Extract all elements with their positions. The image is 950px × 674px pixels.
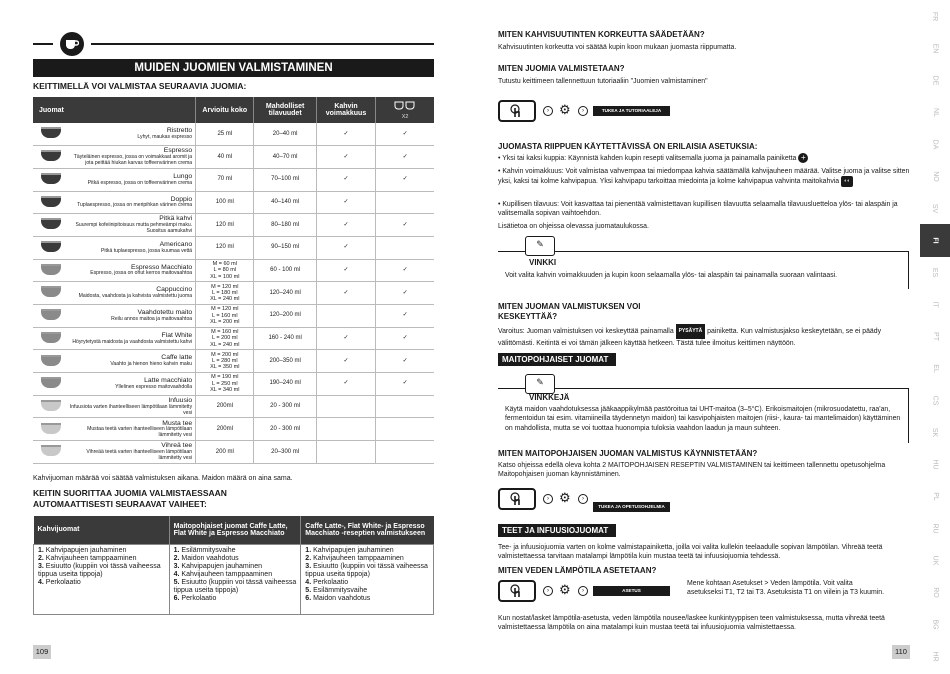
settings-button[interactable]: ASETUS	[593, 586, 670, 596]
drink-name: Pitkä kahvi	[159, 215, 193, 223]
a-prepare-drinks: Tutustu keittimeen tallennettuun tutoriaaliin "Juomien valmistaminen"	[498, 78, 708, 85]
drink-row	[33, 395, 434, 418]
drink-name-cell	[69, 418, 196, 441]
drink-x2: ✓	[376, 214, 434, 237]
drink-size: 120 ml	[196, 214, 254, 237]
drink-volumes: 160 - 240 ml	[254, 327, 316, 350]
proc-col-coffee: Kahvijuomat	[34, 516, 170, 544]
col-x2: X2	[376, 97, 434, 123]
drink-size: M = 190 ml L = 250 ml XL = 340 ml	[196, 373, 254, 396]
drink-desc: Pitkä espresso, jossa on toffeenvärinen crema	[87, 179, 193, 186]
tip2-title: VINKKEJÄ	[529, 393, 570, 402]
drink-name-cell	[69, 350, 196, 373]
drink-x2: ✓	[376, 373, 434, 396]
drink-desc: Infuusiota varten ihanteelliseen lämpötilaan lämmitetty vesi	[69, 403, 193, 416]
proc-step: 6. Maidon vaahdotus	[305, 595, 371, 603]
drink-cup-icon	[33, 168, 69, 191]
more-info: Lisätietoa on ohjeissa olevassa juomataulukossa.	[498, 223, 649, 230]
tab-ru[interactable]: RU	[931, 523, 939, 534]
drink-strength: ✓	[316, 146, 375, 169]
drink-row	[33, 327, 434, 350]
drink-desc: Tuplaespresso, jossa on meripihkan värinen crema	[77, 202, 193, 209]
language-tabs	[920, 0, 950, 674]
drink-x2	[376, 395, 434, 418]
drink-x2	[376, 191, 434, 214]
proc-step: 2. Kahvijauheen tamppaaminen	[305, 554, 404, 562]
drink-size: M = 60 ml L = 80 ml XL = 100 ml	[196, 259, 254, 282]
q-water-temp: MITEN VEDEN LÄMPÖTILA ASETETAAN?	[498, 566, 657, 575]
proc-step: 3. Kahvipapujen jauhaminen	[173, 562, 262, 570]
drink-name: Espresso Macchiato	[130, 263, 193, 271]
bullet-cups: • Yksi tai kaksi kuppia: Käynnistä kahden kupin resepti valitsemalla juoma ja painamalla painiketta +	[498, 153, 910, 163]
drink-row	[33, 214, 434, 237]
drink-x2: ✓	[376, 123, 434, 146]
drink-volumes: 40–140 ml	[254, 191, 316, 214]
drink-name-cell	[69, 123, 196, 146]
tab-fi[interactable]: FI	[920, 224, 950, 257]
drink-size: M = 120 ml L = 160 ml XL = 200 ml	[196, 305, 254, 328]
drink-name-cell	[69, 191, 196, 214]
drink-name: Cappuccino	[156, 286, 193, 294]
drink-x2: ✓	[376, 282, 434, 305]
proc-step: 3. Esiuutto (kuppiin voi tässä vaiheessa tippua useita tippoja)	[305, 562, 428, 578]
drink-desc: Vihreää teetä varten ihanteelliseen lämpötilaan lämmitetty vesi	[86, 449, 193, 461]
proc-col-milk: Maitopohjaiset juomat Caffe Latte, Flat White ja Espresso Macchiato	[169, 516, 301, 544]
drink-desc: Reilu annos maitoa ja maitovaahtoa	[111, 315, 193, 322]
drink-desc: Höyrytetystä maidosta ja vaahdosta valmistettu kahvi	[72, 338, 193, 345]
q-stop: MITEN JUOMAN VALMISTUKSEN VOI KESKEYTTÄÄ?	[498, 302, 641, 321]
drink-row	[33, 168, 434, 191]
drink-name: Lungo	[173, 172, 193, 180]
proc-step: 2. Kahvijauheen tamppaaminen	[38, 554, 137, 562]
drink-name-cell	[69, 168, 196, 191]
proc-step: 5. Esilämmitysvaihe	[305, 586, 368, 594]
proc-col-recipe: Caffe Latte-, Flat White- ja Espresso Macchiato -reseptien valmistukseen	[301, 516, 434, 544]
drink-desc: Vaahto ja hienon hieno kahvin maku	[110, 361, 193, 368]
arrow-right-icon-3: ›	[543, 494, 553, 504]
tea-text: Tee- ja infuusiojuomia varten on kolme valmistapainiketta, joilla voi valita kullekin teelaadulle sopivan lämpötilan. Vihreää teetä valmistettaessa tarvitaan matalampi lämpötila kuin mustaa teetä tai infuusiojuomia tehdessä.	[498, 544, 883, 561]
tab-bg[interactable]: BG	[931, 619, 939, 630]
drink-strength: ✓	[316, 168, 375, 191]
col-drinks: Juomat	[33, 97, 196, 123]
right-page	[475, 0, 950, 674]
drink-strength: ✓	[316, 214, 375, 237]
arrow-right-icon-2: ›	[578, 106, 588, 116]
arrow-right-icon-6: ›	[578, 586, 588, 596]
drink-x2: ✓	[376, 259, 434, 282]
drink-name: Caffe latte	[161, 354, 193, 362]
tab-uk[interactable]: UK	[931, 555, 939, 566]
drink-cup-icon	[33, 146, 69, 169]
page-number-right: 110	[892, 645, 910, 659]
tab-de[interactable]: DE	[931, 75, 939, 86]
drink-volumes: 20 - 300 ml	[254, 418, 316, 441]
drink-name: Ristretto	[166, 127, 193, 135]
drink-name: Musta tee	[162, 419, 193, 427]
drink-name-cell	[69, 214, 196, 237]
drink-name: Vihreä tee	[161, 442, 193, 450]
drink-x2: ✓	[376, 327, 434, 350]
drink-cup-icon	[33, 259, 69, 282]
drink-volumes: 120–200 ml	[254, 305, 316, 328]
drink-volumes: 40–70 ml	[254, 146, 316, 169]
tip1-title: VINKKI	[529, 258, 557, 267]
speech-bubble-icon-2: ✎	[525, 374, 555, 394]
drink-cup-icon	[33, 191, 69, 214]
proc-steps-milk	[169, 544, 301, 614]
drink-name: Flat White	[161, 331, 193, 339]
tab-hu[interactable]: HU	[931, 459, 939, 470]
tab-pt[interactable]: PT	[931, 332, 939, 341]
a-water-temp: Mene kohtaan Asetukset > Veden lämpötila. Voit valita asetukseksi T1, T2 tai T3. Asetuksista T1 on viilein ja T3 kuumin.	[687, 580, 884, 597]
drink-cup-icon	[33, 373, 69, 396]
header-rule-right	[91, 43, 434, 45]
drink-size: M = 120 ml L = 180 ml XL = 240 ml	[196, 282, 254, 305]
drink-size: 70 ml	[196, 168, 254, 191]
drink-row	[33, 418, 434, 441]
tab-no[interactable]: NO	[931, 171, 939, 182]
final-text: Kun nostat/lasket lämpötila-asetusta, veden lämpötila nousee/laskee kunkintyyppisen teen valmistuksessa, mutta vihreää teetä valmistettaessa lämpötila on aina matalampi kuin mustaa teetä tai infuusiojuomia valmistettaessa.	[498, 615, 885, 632]
process-title: KEITIN SUORITTAA JUOMIA VALMISTAESSAAN AUTOMAATTISESTI SEURAAVAT VAIHEET:	[33, 488, 227, 509]
drink-volumes: 120–240 ml	[254, 282, 316, 305]
drink-cup-icon	[33, 418, 69, 441]
drink-name: Latte macchiato	[144, 377, 193, 385]
gear-icon-2: ⚙	[559, 490, 571, 505]
drink-volumes: 90–150 ml	[254, 236, 316, 259]
header-rule-left	[33, 43, 53, 45]
gear-icon-3: ⚙	[559, 582, 571, 597]
drink-strength	[316, 305, 375, 328]
drink-desc: Mustaa teetä varten ihanteelliseen lämpötilaan lämmitetty vesi	[87, 426, 193, 439]
drink-strength: ✓	[316, 282, 375, 305]
page-number-left: 109	[33, 645, 51, 659]
drink-size: 200 ml	[196, 441, 254, 464]
drink-x2	[376, 441, 434, 464]
arrow-right-icon: ›	[543, 106, 553, 116]
process-table	[33, 516, 434, 615]
bullet-strength: • Kahvin voimakkuus: Voit valmistaa vahvempaa tai miedompaa kahvia säätämällä kahvijauheen määrää. Valitse juoma ja valitse sitten yksi, kaksi tai kolme kahvipapua. Yksi kahvipapu tarkoittaa miedointa ja kolme kahvipapua vahvinta maitokahvia ◐◐	[498, 168, 910, 186]
drink-strength: ✓	[316, 259, 375, 282]
stop-button[interactable]: PYSÄYTÄ	[676, 324, 706, 339]
tip1-text: Voit valita kahvin voimakkuuden ja kupin koon selaamalla ylös- tai alaspäin tai painamalla suoraan valintaasi.	[505, 272, 838, 279]
drink-cup-icon	[33, 305, 69, 328]
page-title: MUIDEN JUOMIEN VALMISTAMINEN	[33, 59, 434, 77]
drink-name-cell	[69, 305, 196, 328]
drink-row	[33, 236, 434, 259]
tab-hr[interactable]: HR	[931, 651, 939, 662]
drink-volumes: 70–100 ml	[254, 168, 316, 191]
drink-cup-icon	[33, 236, 69, 259]
drink-name-cell	[69, 146, 196, 169]
arrow-right-icon-4: ›	[578, 494, 588, 504]
drink-volumes: 20 - 300 ml	[254, 395, 316, 418]
drink-cup-icon	[33, 395, 69, 418]
drink-strength: ✓	[316, 350, 375, 373]
drink-desc: Suurempi kofeiinipitoisuus mutta pehmeämpi maku. Suositus aamukahvi	[75, 222, 193, 234]
drink-strength: ✓	[316, 373, 375, 396]
drink-name: Infuusio	[168, 396, 193, 404]
drink-name: Doppio	[170, 195, 193, 203]
q-start-milk: MITEN MAITOPOHJAISEN JUOMAN VALMISTUS KÄYNNISTETÄÄN?	[498, 449, 758, 458]
drink-row	[33, 123, 434, 146]
q-prepare-drinks: MITEN JUOMIA VALMISTETAAN?	[498, 64, 625, 73]
q-nozzle-height: MITEN KAHVISUUTINTEN KORKEUTTA SÄÄDETÄÄN?	[498, 30, 705, 39]
drink-volumes: 20–300 ml	[254, 441, 316, 464]
drink-volumes: 200–350 ml	[254, 350, 316, 373]
proc-steps-coffee	[34, 544, 170, 614]
col-volumes: Mahdolliset tilavuudet	[254, 97, 316, 123]
support-lessons-button[interactable]: TUKEA JA OPETUSOHJELMIA	[593, 502, 670, 512]
drink-row	[33, 350, 434, 373]
drink-size: M = 200 ml L = 280 ml XL = 350 ml	[196, 350, 254, 373]
drink-size: 25 ml	[196, 123, 254, 146]
drink-volumes: 80–180 ml	[254, 214, 316, 237]
tab-en[interactable]: EN	[931, 43, 939, 54]
drinks-table	[33, 97, 434, 464]
drink-desc: Lyhyt, maukas espresso	[137, 134, 193, 141]
drink-cup-icon	[33, 282, 69, 305]
col-strength: Kahvin voimakkuus	[316, 97, 375, 123]
drink-desc: Espresso, jossa on ohut kerros maitovaahtoa	[90, 270, 193, 277]
proc-step: 1. Kahvipapujen jauhaminen	[305, 546, 394, 554]
tab-cs[interactable]: CS	[931, 395, 939, 406]
drink-x2: ✓	[376, 168, 434, 191]
proc-step: 2. Maidon vaahdotus	[173, 554, 239, 562]
drink-row	[33, 146, 434, 169]
touch-screen-icon	[498, 100, 536, 122]
drink-strength	[316, 395, 375, 418]
drink-row	[33, 373, 434, 396]
tab-ro[interactable]: RO	[931, 587, 939, 598]
touch-screen-icon-3	[498, 580, 536, 602]
drink-strength: ✓	[316, 236, 375, 259]
tab-nl[interactable]: NL	[931, 108, 939, 117]
tab-es[interactable]: ES	[931, 267, 939, 278]
col-size: Arvioitu koko	[196, 97, 254, 123]
tab-fr[interactable]: FR	[931, 11, 939, 22]
drink-cup-icon	[33, 327, 69, 350]
proc-step: 1. Esilämmitysvaihe	[173, 546, 236, 554]
table-note: Kahvijuoman määrää voi säätää valmistuksen aikana. Maidon määrä on aina sama.	[33, 475, 293, 482]
tab-el[interactable]: EL	[931, 364, 939, 373]
drink-name-cell	[69, 236, 196, 259]
drink-strength: ✓	[316, 327, 375, 350]
tab-it[interactable]: IT	[931, 301, 939, 308]
drink-x2: ✓	[376, 350, 434, 373]
drink-row	[33, 305, 434, 328]
tip2-text: Käytä maidon vaahdotuksessa jääkaappikylmää pastöroitua tai UHT-maitoa (3–5°C). Erikoismaitojen (mikrosuodatettu, raa'an, fermentoidun tai esim. vitamiineilla täydennetyn maidon) tai kasvipohjaisten maitojen (riisi-, kaura- tai mantelimaidon) käyttäminen on mahdollista, mutta se voi tuottaa huonompia tuloksia vaahdon laadun ja maun suhteen.	[505, 406, 901, 432]
double-cup-icon	[394, 101, 416, 111]
drink-name-cell	[69, 327, 196, 350]
tip-box-1	[498, 251, 909, 289]
drink-size: 100 ml	[196, 191, 254, 214]
drink-volumes: 20–40 ml	[254, 123, 316, 146]
drink-strength	[316, 418, 375, 441]
tab-da[interactable]: DA	[931, 139, 939, 150]
milk-drinks-bar: MAITOPOHJAISET JUOMAT	[498, 353, 616, 366]
drink-desc: Yllelinen espresso maitovaahdolla	[115, 383, 193, 390]
a-start-milk: Katso ohjeissa edellä oleva kohta 2 MAITOPOHJAISEN RESEPTIN VALMISTAMINEN tai keittimeen tallennettu opetusohjelma Maitopohjaisen juoman käynnistäminen.	[498, 462, 886, 479]
drink-x2	[376, 418, 434, 441]
drink-row	[33, 259, 434, 282]
drink-size: 200ml	[196, 418, 254, 441]
tea-drinks-bar: TEET JA INFUUSIOJUOMAT	[498, 524, 616, 537]
drink-row	[33, 441, 434, 464]
drink-size: 120 ml	[196, 236, 254, 259]
drink-cup-icon	[33, 214, 69, 237]
proc-step: 1. Kahvipapujen jauhaminen	[38, 546, 127, 554]
drink-name-cell	[69, 441, 196, 464]
proc-step: 6. Perkolaatio	[173, 595, 217, 603]
tab-pl[interactable]: PL	[931, 492, 939, 501]
gear-icon: ⚙	[559, 102, 571, 117]
drinks-subtitle: KEITTIMELLÄ VOI VALMISTAA SEURAAVIA JUOMIA:	[33, 81, 247, 91]
arrow-right-icon-5: ›	[543, 586, 553, 596]
drink-row	[33, 191, 434, 214]
drink-x2	[376, 236, 434, 259]
drink-desc: Pitkä tuplaespresso, jossa kuumaa vettä	[100, 247, 193, 254]
proc-step: 4. Perkolaatio	[38, 578, 81, 586]
proc-steps-recipe	[301, 544, 434, 614]
a-stop: Varoitus: Juoman valmistuksen voi keskeyttää painamalla PYSÄYTÄ painiketta. Kun valmistusjakso keskeytetään, se ei päädy välittömästi. Keitintä ei voi tämän jälkeen käyttää hetkeen. Tästä tulee ilmoitus keittimen näyttöön.	[498, 324, 910, 348]
drink-name: Americano	[159, 240, 193, 248]
drink-volumes: 60 - 100 ml	[254, 259, 316, 282]
drink-row	[33, 282, 434, 305]
tab-sk[interactable]: SK	[931, 427, 939, 438]
tab-sv[interactable]: SV	[931, 203, 939, 214]
drink-cup-icon	[33, 123, 69, 146]
drink-name: Vaahdotettu maito	[137, 309, 193, 317]
a-nozzle-height: Kahvisuutinten korkeutta voi säätää kupin koon mukaan juomasta riippumatta.	[498, 44, 737, 51]
drink-strength: ✓	[316, 123, 375, 146]
proc-step: 3. Esiuutto (kuppiin voi tässä vaiheessa tippua useita tippoja)	[38, 562, 161, 578]
drink-desc: Maidosta, vaahdosta ja kahvista valmistettu juoma	[78, 293, 193, 300]
drink-size: 200ml	[196, 395, 254, 418]
proc-step: 4. Kahvijauheen tamppaaminen	[173, 571, 273, 579]
drink-name-cell	[69, 373, 196, 396]
coffee-cup-icon	[60, 32, 84, 56]
drink-name-cell	[69, 282, 196, 305]
support-tutorials-button[interactable]: TUKEA JA TUTORIAALEJA	[593, 106, 670, 116]
drink-strength	[316, 441, 375, 464]
settings-title: JUOMASTA RIIPPUEN KÄYTETTÄVISSÄ ON ERILAISIA ASETUKSIA:	[498, 142, 758, 151]
drink-x2: ✓	[376, 305, 434, 328]
drink-desc: Täyteläinen espresso, jossa on voimakkaat aromit ja jota peittää hiukan karvas toffeenvärinen crema	[73, 154, 193, 166]
drink-cup-icon	[33, 441, 69, 464]
drink-cup-icon	[33, 350, 69, 373]
drink-size: M = 160 ml L = 200 ml XL = 240 ml	[196, 327, 254, 350]
drink-name-cell	[69, 395, 196, 418]
drink-x2: ✓	[376, 146, 434, 169]
proc-step: 4. Perkolaatio	[305, 578, 349, 586]
coffee-beans-icon: ◐◐	[841, 176, 853, 187]
drink-name-cell	[69, 259, 196, 282]
drink-size: 40 ml	[196, 146, 254, 169]
speech-bubble-icon: ✎	[525, 236, 555, 256]
drink-volumes: 190–240 ml	[254, 373, 316, 396]
plus-icon: +	[798, 153, 808, 163]
proc-step: 5. Esiuutto (kuppiin voi tässä vaiheessa tippua useita tippoja)	[173, 579, 297, 594]
bullet-volume: • Kupillisen tilavuus: Voit kasvattaa tai pienentää valmistettavan kupillisen tilavuutta selaamalla tilavuusluetteloa ylös- tai alaspäin ja valitsemalla sopivan vaihtoehdon.	[498, 201, 898, 218]
drink-strength: ✓	[316, 191, 375, 214]
touch-screen-icon-2	[498, 488, 536, 510]
drink-name: Espresso	[163, 147, 193, 155]
